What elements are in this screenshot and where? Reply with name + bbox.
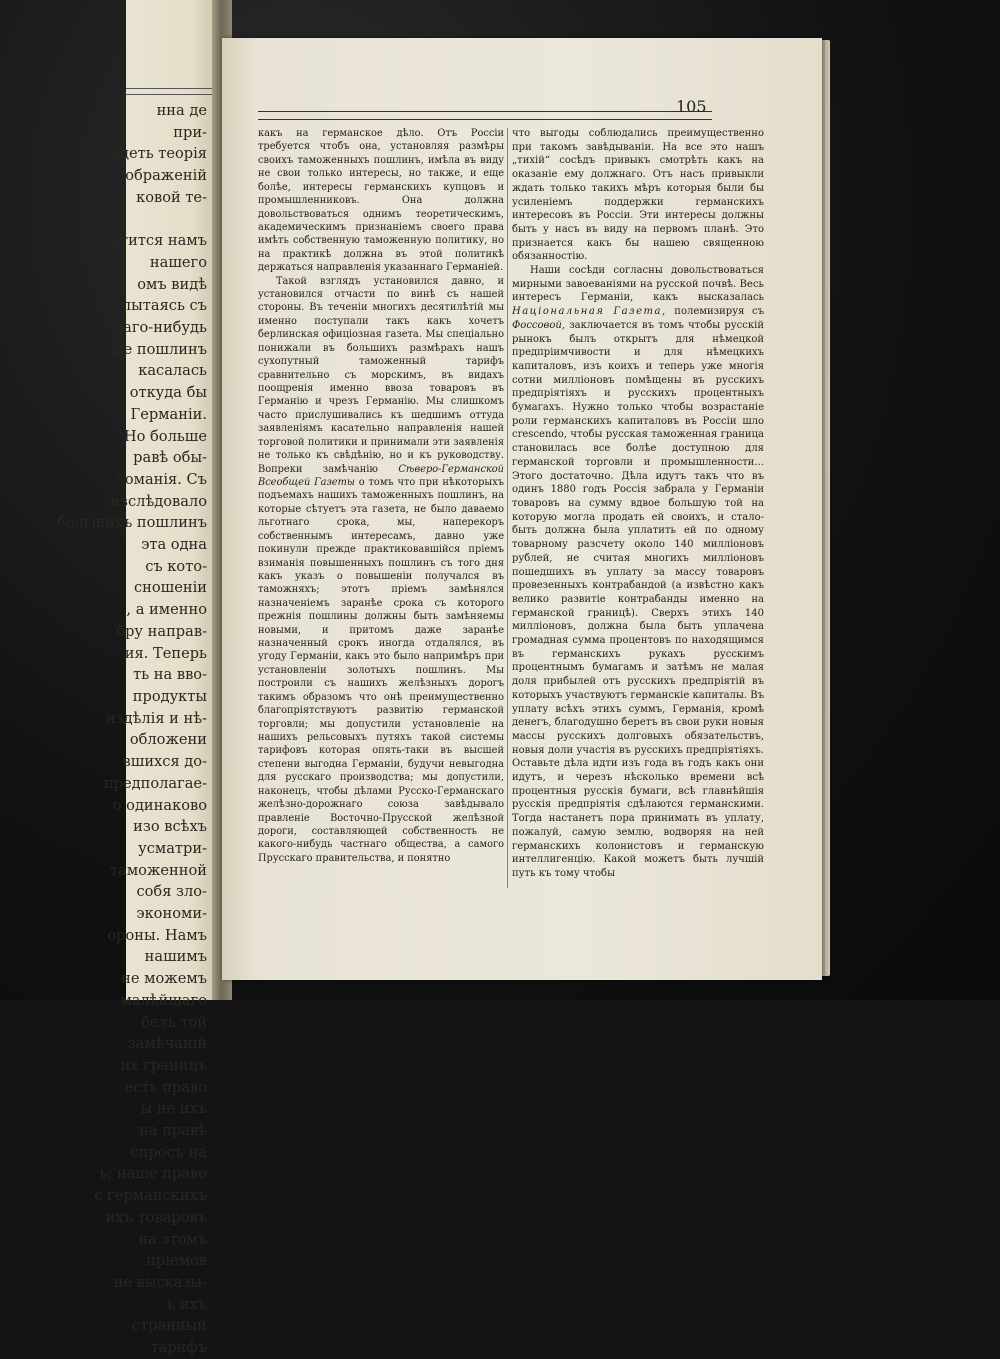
left-page-line: безъ той <box>141 1013 207 1031</box>
left-page-line: бру направ- <box>116 622 207 640</box>
paragraph <box>258 275 504 866</box>
left-page-line: ы не ихъ <box>140 1100 207 1118</box>
left-page-line: издѣлія и нѣ- <box>105 709 207 727</box>
left-page <box>56 0 221 1357</box>
left-page-line: спросъ на <box>130 1143 207 1161</box>
left-page-line: замѣчаній <box>127 1035 207 1053</box>
left-page-line: не можемъ <box>121 970 207 988</box>
paragraph: что выгоды соблюдались преимущественно при такомъ завѣдываніи. На все это нашъ „тихій“ сосѣдъ привыкъ смотрѣть какъ на оказаніе ему должнаго. Отъ насъ привыкли ждать только такихъ мѣръ которыя были бы усиленіемъ поддержки германскихъ интересовъ въ Россіи. Эти интересы должны быть у насъ въ виду на первомъ планѣ. Это признается какъ бы нашею священною обязанностію. <box>512 128 764 263</box>
left-page-line: о одинаково <box>112 796 207 814</box>
left-page-line: ждеть теорія <box>106 145 207 163</box>
left-page-line: ь ихъ <box>167 1295 207 1313</box>
left-page-line: ображеній <box>125 167 207 185</box>
left-page-line: малѣйшаго <box>120 991 207 1009</box>
left-page-line: экономи- <box>136 905 207 923</box>
left-page-line: изо всѣхъ <box>133 818 207 836</box>
italic-title: Національная Газета, <box>512 306 667 318</box>
left-page-line: вшихся до- <box>122 753 207 771</box>
left-page-line: ые пошлинъ <box>112 340 207 358</box>
left-page-line: большихъ пошлинъ <box>56 514 207 532</box>
left-page-line: ть на вво- <box>133 666 207 684</box>
left-page-line: нашимъ <box>144 948 207 966</box>
left-page-line: равѣ обы- <box>133 449 207 467</box>
left-page-line: с германскихъ <box>94 1187 207 1205</box>
left-page-line: обложени <box>129 731 207 749</box>
paragraph-text: Такой взглядъ установился давно, и установился отчасти по винѣ съ нашей стороны. Въ теченіи многихъ десятилѣтій мы именно поступали такъ какъ хочетъ берлинская офиціозная газета. Мы спеціально понижали въ большихъ размѣрахъ нашъ сухопутный таможенный тарифъ сравнительно съ морскимъ, въ видахъ поощренія именно ввоза товаровъ въ Германію и чрезъ Германію. Мы слишкомъ часто прислушивались къ шедшимъ оттуда заявленіямъ касательно направленія нашей торговой политики и принимали эти заявленія не только къ свѣдѣнію, но и къ руководству. Вопреки замѣчанію <box>258 275 504 475</box>
left-page-line: собя зло- <box>136 883 207 901</box>
paragraph-text: полемизируя съ <box>666 306 765 318</box>
text-column-right <box>512 127 764 881</box>
left-page-line: есть право <box>124 1078 207 1096</box>
left-page-line: на этомъ <box>138 1230 207 1248</box>
paragraph <box>512 264 764 881</box>
italic-title: Сѣверо-Германской Всеобщей Газеты <box>258 463 504 488</box>
left-page-line: при- <box>173 123 207 141</box>
left-page-line: на правѣ <box>139 1122 207 1140</box>
left-page-line: не высказы- <box>113 1273 207 1291</box>
left-page-line: пріемов <box>146 1252 207 1270</box>
left-page-line: Но больше <box>123 427 207 445</box>
left-page-line: омъ видѣ <box>137 275 207 293</box>
left-page-line: ковой те- <box>136 188 207 206</box>
italic-title: Фоссовой, <box>512 319 566 331</box>
left-page-line: странный <box>131 1317 207 1335</box>
page-number: 105 <box>676 97 707 116</box>
left-page-line: нашего <box>149 253 207 271</box>
left-page-line: утится намъ <box>111 232 207 250</box>
left-page-line: касалась <box>138 362 207 380</box>
left-page-line: таможенной <box>110 861 207 879</box>
left-page-line: Германіи. <box>130 405 207 423</box>
left-page-line: ия. Теперь <box>124 644 207 662</box>
left-page-line: предполагае- <box>103 774 207 792</box>
left-page-line: продукты <box>132 687 207 705</box>
left-page-line: изслѣдовало <box>110 492 207 510</box>
left-page-line: их границъ <box>120 1056 207 1074</box>
text-column-left <box>258 127 504 865</box>
paragraph: какъ на германское дѣло. Отъ Россіи требуется чтобъ она, установляя размѣры своихъ таможенныхъ пошлинъ, имѣла въ виду не свои только интересы, но также, и еще болѣе, интересы германскихъ купцовъ и промышленниковъ. Она должна довольствоваться однимъ теоретическимъ, академическимъ признаніемъ своего права имѣть собственную таможенную политику, но на практикѣ должна въ этой политикѣ держаться направленія указаннаго Германіей. <box>258 128 504 274</box>
left-page-line: сношеніи <box>133 579 207 597</box>
left-page-line: ихъ товаровъ <box>105 1208 207 1226</box>
left-page-line: ь; наше право <box>99 1165 207 1183</box>
left-page-line: усматри- <box>138 839 207 857</box>
paragraph-text: заключается въ томъ чтобы русскій рынокъ былъ открытъ для нѣмецкой предпріимчивости и для нѣмецкихъ капиталовъ, изъ коихъ и теперь уже многія сотни милліоновъ помѣщены въ русскихъ предпріятіяхъ и русскихъ процентныхъ бумагахъ. Нужно только чтобы возрастаніе роли германскихъ капиталовъ въ Россіи шло crescendo, чтобы русская таможенная граница становилась все болѣе доступною для германской торговли и промышленности... Этого достаточно. Дѣла идутъ такъ что въ одинъ 1880 годъ Россія забрала у Германіи товаровъ на сумму вдвое большую той на которую могла продать ей своихъ, и стало-быть должна была уплатить ей по одному товарному разсчету около 140 милліоновъ рублей, не считая многихъ милліоновъ пошедшихъ въ уплату за массу товаровъ провезенныхъ контрабандой (а извѣстно какъ велико развитіе контрабанды именно на германской границѣ). Сверхъ этихъ 140 милліоновъ, должна была быть уплачена громадная сумма процентовъ по находящимся въ германскихъ рукахъ русскимъ процентнымъ бумагамъ и затѣмъ не малая доля прибылей отъ русскихъ предпріятій въ которыхъ участвуютъ германскіе капиталы. Въ уплату всѣхъ этихъ суммъ, Германія, кромѣ денегъ, благодушно беретъ въ свои руки новыя массы русскихъ долговыхъ обязательствъ, новыя доли участія въ русскихъ предпріятіяхъ. Оставьте дѣла идти изъ года въ годъ какъ они идутъ, и черезъ нѣсколько времени всѣ процентныя русскія бумаги, всѣ главнѣйшія русскія предпріятія сдѣлаются германскими. Тогда настанетъ пора принимать въ уплату, пожалуй, самую землю, водворяя на ней германскихъ колонистовъ и германскую интеллигенцію. Какой можетъ быть лучшій путь къ тому чтобы <box>512 319 764 879</box>
left-page-line: пытаясь съ <box>121 297 207 315</box>
left-page-line: , а именно <box>126 601 207 619</box>
left-page-line: нна де <box>156 102 207 119</box>
left-page-line: ороны. Намъ <box>107 926 207 944</box>
left-page-text-fragments <box>0 100 207 1359</box>
left-page-line: эта одна <box>141 536 207 554</box>
header-rule <box>258 111 712 120</box>
left-page-line: наго-нибудь <box>113 319 207 337</box>
column-divider <box>507 128 508 888</box>
left-header-rule <box>126 88 226 95</box>
paragraph-text: Наши сосѣди согласны довольствоваться мирными завоеваніями на русской почвѣ. Весь интересъ Германіи, какъ высказалась <box>512 265 764 304</box>
paragraph-text: о томъ что при нѣкоторыхъ подъемахъ нашихъ таможенныхъ пошлинъ, на которые сѣтуетъ эта газета, не было даваемо льготнаго срока, мы, наперекоръ собственнымъ интересамъ, давно уже покинули прежде практиковавшійся пріемъ взиманія повышенныхъ пошлинъ съ того дня какъ указъ о повышеніи получался въ таможняхъ; этотъ пріемъ замѣнялся назначеніемъ заранѣе срока съ которого прежнія пошлины должны быть замѣняемы новыми, и притомъ даже заранѣе назначенный срокъ иногда отдалялся, въ угоду Германіи, какъ это было напримѣръ при установленіи золотыхъ пошлинъ. Мы построили съ нашихъ желѣзныхъ дорогъ такимъ образомъ что онѣ преимущественно благопріятствуютъ развитію германской торговли; мы допустили установленіе на нашихъ рельсовыхъ путяхъ такой системы тарифовъ которая опять-таки въ высшей степени выгодна Германіи, будучи невыгодна для русскаго производства; мы допустили, наконецъ, чтобы дѣлами Русско-Германскаго желѣзно-дорожнаго союза завѣдывало правленіе Восточно-Прусской желѣзной дороги, составляющей собственность не какого-нибудь частнаго общества, а самого Прусскаго правительства, и понятно <box>258 476 504 864</box>
left-page-line: ломанія. Съ <box>115 470 207 488</box>
left-page-line <box>0 209 207 231</box>
left-page-line: съ кото- <box>145 557 207 575</box>
left-page-line: откуда бы <box>129 384 207 402</box>
left-page-line: тарифъ <box>150 1339 207 1357</box>
